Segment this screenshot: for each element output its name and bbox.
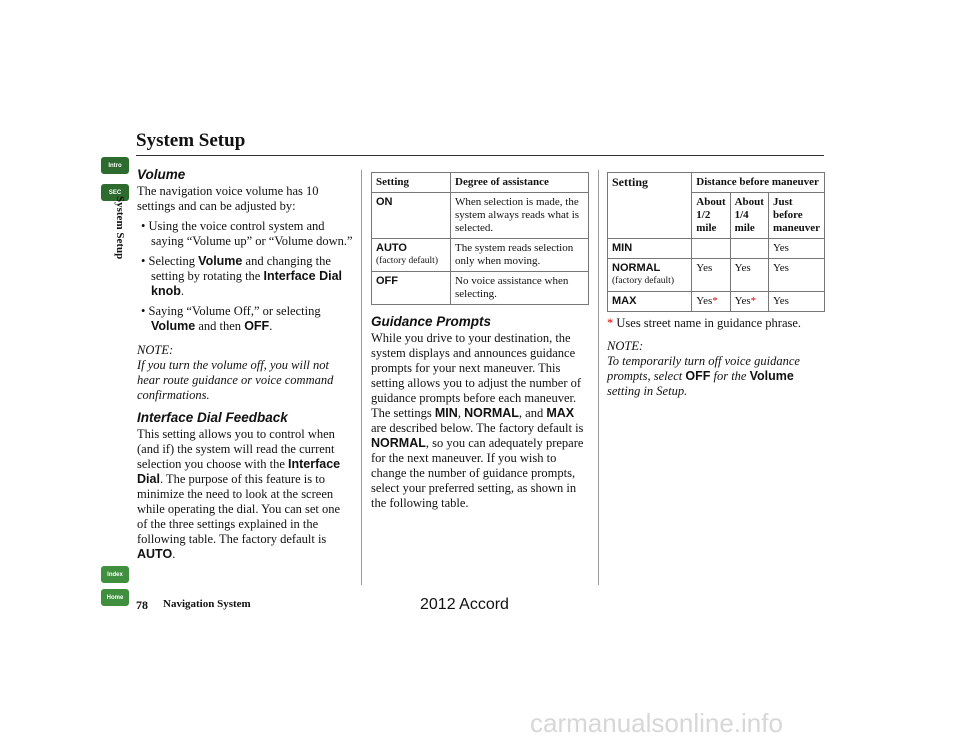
index-button[interactable]: Index [101,566,129,583]
guidance-paragraph: While you drive to your destination, the system displays and announces guidance prompts for your next maneuver. This setting allows you to adjust the number of guidance prompts before each maneuver. The settings MIN, NORMAL, and MAX are described below. The factory default is NORMAL, so you can adequately prepare for the next maneuver. If you wish to change the number of guidance prompts, select your preferred setting, as shown in the following table. [371,331,584,510]
column-divider-2 [598,170,599,585]
intro-button[interactable]: Intro [101,157,129,174]
table-header-assistance: Degree of assistance [451,173,589,193]
volume-intro: The navigation voice volume has 10 settings and can be adjusted by: [137,184,319,213]
volume-note-text: If you turn the volume off, you will not hear route guidance or voice command confirmations. [137,358,334,402]
table-header-distance: Distance before maneuver [692,173,825,193]
dial-heading: Interface Dial Feedback [137,410,288,425]
table-header-setting: Setting [372,173,451,193]
dial-paragraph: This setting allows you to control when (and if) the system will read the current selection you choose with the Interface Dial. The purpose of this feature is to minimize the need to look at the screen while operating the dial. You can set one of the three settings explained in the following table. The factory default is AUTO. [137,427,341,561]
page-title: System Setup [136,130,246,151]
table-subheader: Just before maneuver [768,193,824,239]
table-row: MAX Yes* Yes* Yes [608,292,825,312]
volume-heading: Volume [137,167,186,182]
prompts-note-label: NOTE: [607,339,644,353]
sidebar-section-label: System Setup [114,196,126,260]
table-row: AUTO (factory default) The system reads selection only when moving. [372,239,589,272]
table-row: NORMAL (factory default) Yes Yes Yes [608,259,825,292]
table-row: ON When selection is made, the system always reads what is selected. [372,193,589,239]
home-button[interactable]: Home [101,589,129,606]
volume-bullet-3: • Saying “Volume Off,” or selecting Volume and then OFF. [141,304,321,333]
volume-note-label: NOTE: [137,343,174,357]
prompts-note-text: To temporarily turn off voice guidance prompts, select OFF for the Volume setting in Setup. [607,354,800,398]
column-guidance [371,172,591,511]
volume-bullet-2: • Selecting Volume and changing the setting by rotating the Interface Dial knob. [141,254,342,298]
volume-bullet-1: • Using the voice control system and saying “Volume up” or “Volume down.” [141,219,353,248]
footer-model: 2012 Accord [420,596,509,613]
table-header-setting: Setting [608,173,692,239]
footer-title: Navigation System [163,598,251,610]
table-subheader: About 1/2 mile [692,193,730,239]
guidance-heading: Guidance Prompts [371,314,492,329]
column-volume [137,166,353,562]
watermark: carmanualsonline.info [530,708,783,738]
footnote: * Uses street name in guidance phrase. [607,316,802,330]
column-divider-1 [361,170,362,585]
table-row: OFF No voice assistance when selecting. [372,272,589,305]
page-number: 78 [136,598,148,612]
sec-button[interactable]: SEC [101,184,129,201]
dial-feedback-table [371,172,589,305]
title-rule [136,155,824,156]
table-row: MIN Yes [608,239,825,259]
table-subheader: About 1/4 mile [730,193,768,239]
column-prompts [607,172,827,399]
guidance-prompts-table [607,172,825,312]
